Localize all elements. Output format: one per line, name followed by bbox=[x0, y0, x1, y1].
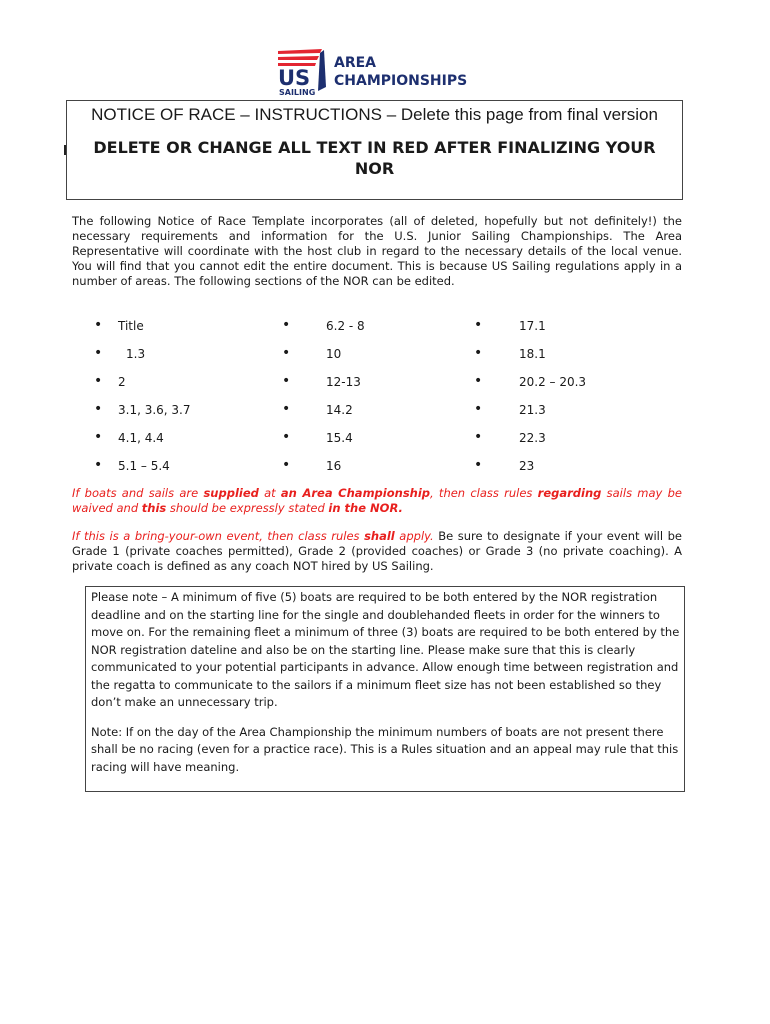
us-sailing-area-championships-logo bbox=[276, 47, 496, 97]
editable-sections-list: • Title • 1.3 • 2 • 3.1, 3.6, 3.7 • 4.1, 4.4 • 5.1 – 5.4 • 6.2 - 8 • 10 • 12-13 • 14.2 • 15.4 • 16 • 17.1 • 18.1 • 20.2 – 20.3 • 21.3 • 22.3 • 23 bbox=[94, 317, 587, 473]
bullet-icon: • bbox=[94, 317, 103, 333]
page-subtitle: DELETE OR CHANGE ALL TEXT IN RED AFTER FINALIZING YOUR NOR bbox=[93, 138, 656, 178]
supplied-boats-paragraph: If boats and sails are supplied at an Area Championship, then class rules regarding sails may be waived and this should be expressly stated in the NOR. bbox=[72, 486, 682, 515]
bullet-icon: • bbox=[474, 401, 483, 417]
bullet-icon: • bbox=[282, 457, 291, 473]
minimum-boats-note-box bbox=[85, 586, 685, 792]
bullet-icon: • bbox=[474, 317, 483, 333]
bullet-icon: • bbox=[94, 345, 103, 361]
bullet-icon: • bbox=[282, 317, 291, 333]
logo-sailing-text: SAILING bbox=[279, 88, 316, 97]
logo-us-text: US bbox=[278, 66, 311, 90]
bullet-icon: • bbox=[282, 429, 291, 445]
bullet-icon: • bbox=[94, 457, 103, 473]
bullet-icon: • bbox=[474, 345, 483, 361]
bullet-icon: • bbox=[474, 429, 483, 445]
note-paragraph: Note: If on the day of the Area Championship the minimum numbers of boats are not present there shall be no racing (even for a practice race). This is a Rules situation and an appeal may rule that this racing will have meaning. bbox=[91, 724, 679, 774]
bullet-icon: • bbox=[282, 401, 291, 417]
please-note-paragraph: Please note – A minimum of five (5) boats are required to be both entered by the NOR registration deadline and on the starting line for the single and doublehanded fleets in order for the winners to move on. For the remaining fleet a minimum of three (3) boats are required to be both entered by the NOR registration dateline and also be on the starting line. Please make sure that this is clearly communicated to your potential participants in advance. Allow enough time between registration and the regatta to communicate to the sailors if a minimum fleet size has not been established so they don’t make an unnecessary trip. bbox=[91, 590, 680, 709]
bullet-icon: • bbox=[282, 373, 291, 389]
intro-paragraph: The following Notice of Race Template incorporates (all of deleted, hopefully but not definitely!) the necessary requirements and information for the U.S. Junior Sailing Championships. The Area Representative will coordinate with the host club in regard to the necessary details of the local venue. You will find that you cannot edit the entire document. This is because US Sailing regulations apply in a number of areas. The following sections of the NOR can be edited. bbox=[72, 214, 682, 288]
bullet-icon: • bbox=[94, 429, 103, 445]
bullet-icon: • bbox=[94, 401, 103, 417]
logo-championships-text: CHAMPIONSHIPS bbox=[334, 73, 468, 89]
instructions-title-box bbox=[66, 100, 683, 200]
bring-your-own-paragraph: If this is a bring-your-own event, then class rules shall apply. Be sure to designate if your event will be Grade 1 (private coaches permitted), Grade 2 (provided coaches) or Grade 3 (no private coaching). A private coach is defined as any coach NOT hired by US Sailing. bbox=[72, 529, 682, 573]
bullet-icon: • bbox=[474, 373, 483, 389]
logo-area-text: AREA bbox=[334, 55, 377, 71]
bullet-icon: • bbox=[474, 457, 483, 473]
bullet-icon: • bbox=[282, 345, 291, 361]
bullet-icon: • bbox=[94, 373, 103, 389]
page-title: NOTICE OF RACE – INSTRUCTIONS – Delete this page from final version bbox=[91, 105, 658, 124]
